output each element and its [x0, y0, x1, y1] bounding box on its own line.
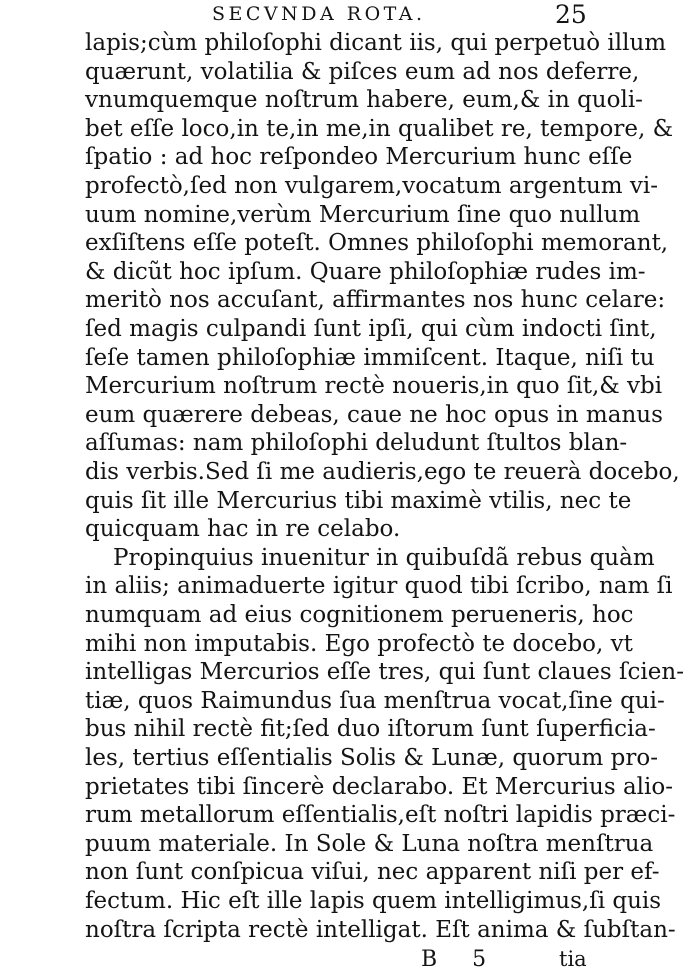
text-line: & dicũt hoc ipſum. Quare philoſophiæ rudes im- [85, 259, 646, 285]
catchword: tia [559, 947, 587, 971]
text-line: quicquam hac in re celabo. [85, 516, 401, 542]
text-line: exſiſtens eſſe poteſt. Omnes philoſophi memorant, [85, 230, 669, 256]
text-line: lapis;cùm philoſophi dicant iis, qui perpetuò illum [85, 30, 667, 56]
text-line: profectò,ſed non vulgarem,vocatum argentum vi- [85, 173, 659, 199]
page-footer [0, 939, 690, 979]
text-line: quærunt, volatilia & piſces eum ad nos deferre, [85, 59, 640, 85]
text-line: numquam ad eius cognitionem perueneris, hoc [85, 602, 634, 628]
text-line: fectum. Hic eſt ille lapis quem intelligimus,ſi quis [85, 888, 662, 914]
text-line: vnumquemque noſtrum habere, eum,& in quoli- [85, 87, 643, 113]
text-line: quis ſit ille Mercurius tibi maximè vtilis, nec te [85, 488, 632, 514]
text-line: non ſunt conſpicua viſui, nec apparent niſi per ef- [85, 859, 660, 885]
paragraph-first-line: Propinquius inuenitur in quibuſdã rebus quàm [113, 545, 655, 571]
text-line: bus nihil rectè fit;ſed duo iſtorum ſunt ſuperficia- [85, 716, 656, 742]
running-title: SECVNDA ROTA. [212, 3, 426, 25]
text-line: dis verbis.Sed ſi me audieris,ego te reuerà docebo, [85, 459, 680, 485]
page-number: 25 [555, 0, 587, 29]
text-line: puum materiale. In Sole & Luna noſtra menſtrua [85, 831, 654, 857]
text-line: noſtra ſcripta rectè intelligat. Eſt anima & ſubſtan- [85, 917, 676, 943]
text-line: aſſumas: nam philoſophi deludunt ſtultos blan- [85, 430, 628, 456]
text-line: uum nomine,verùm Mercurium ſine quo nullum [85, 202, 641, 228]
text-line: ſpatio : ad hoc reſpondeo Mercurium hunc eſſe [85, 144, 633, 170]
text-line: ſeſe tamen philoſophiæ immiſcent. Itaque, niſi tu [85, 345, 655, 371]
text-line: eum quærere debeas, caue ne hoc opus in manus [85, 402, 663, 428]
text-line: Mercurium noſtrum rectè noueris,in quo ſit,& vbi [85, 373, 663, 399]
text-line: intelligas Mercurios eſſe tres, qui ſunt claues ſcien- [85, 659, 684, 685]
text-line: prietates tibi ſincerè declarabo. Et Mercurius alio- [85, 774, 673, 800]
text-line: rum metallorum eſſentialis,eſt noſtri lapidis præci- [85, 802, 676, 828]
text-line: tiæ, quos Raimundus ſua menſtrua vocat,ſine qui- [85, 688, 665, 714]
text-line: les, tertius eſſentialis Solis & Lunæ, quorum pro- [85, 745, 658, 771]
text-line: in aliis; animaduerte igitur quod tibi ſcribo, nam ſi [85, 573, 673, 599]
signature-mark: B 5 [421, 947, 501, 972]
text-line: mihi non imputabis. Ego profectò te docebo, vt [85, 631, 633, 657]
text-line: meritò nos accuſant, affirmantes nos hunc celare: [85, 287, 666, 313]
text-line: bet eſſe loco,in te,in me,in qualibet re, tempore, & [85, 116, 674, 142]
text-line: ſed magis culpandi ſunt ipſi, qui cùm indocti ſint, [85, 316, 657, 342]
